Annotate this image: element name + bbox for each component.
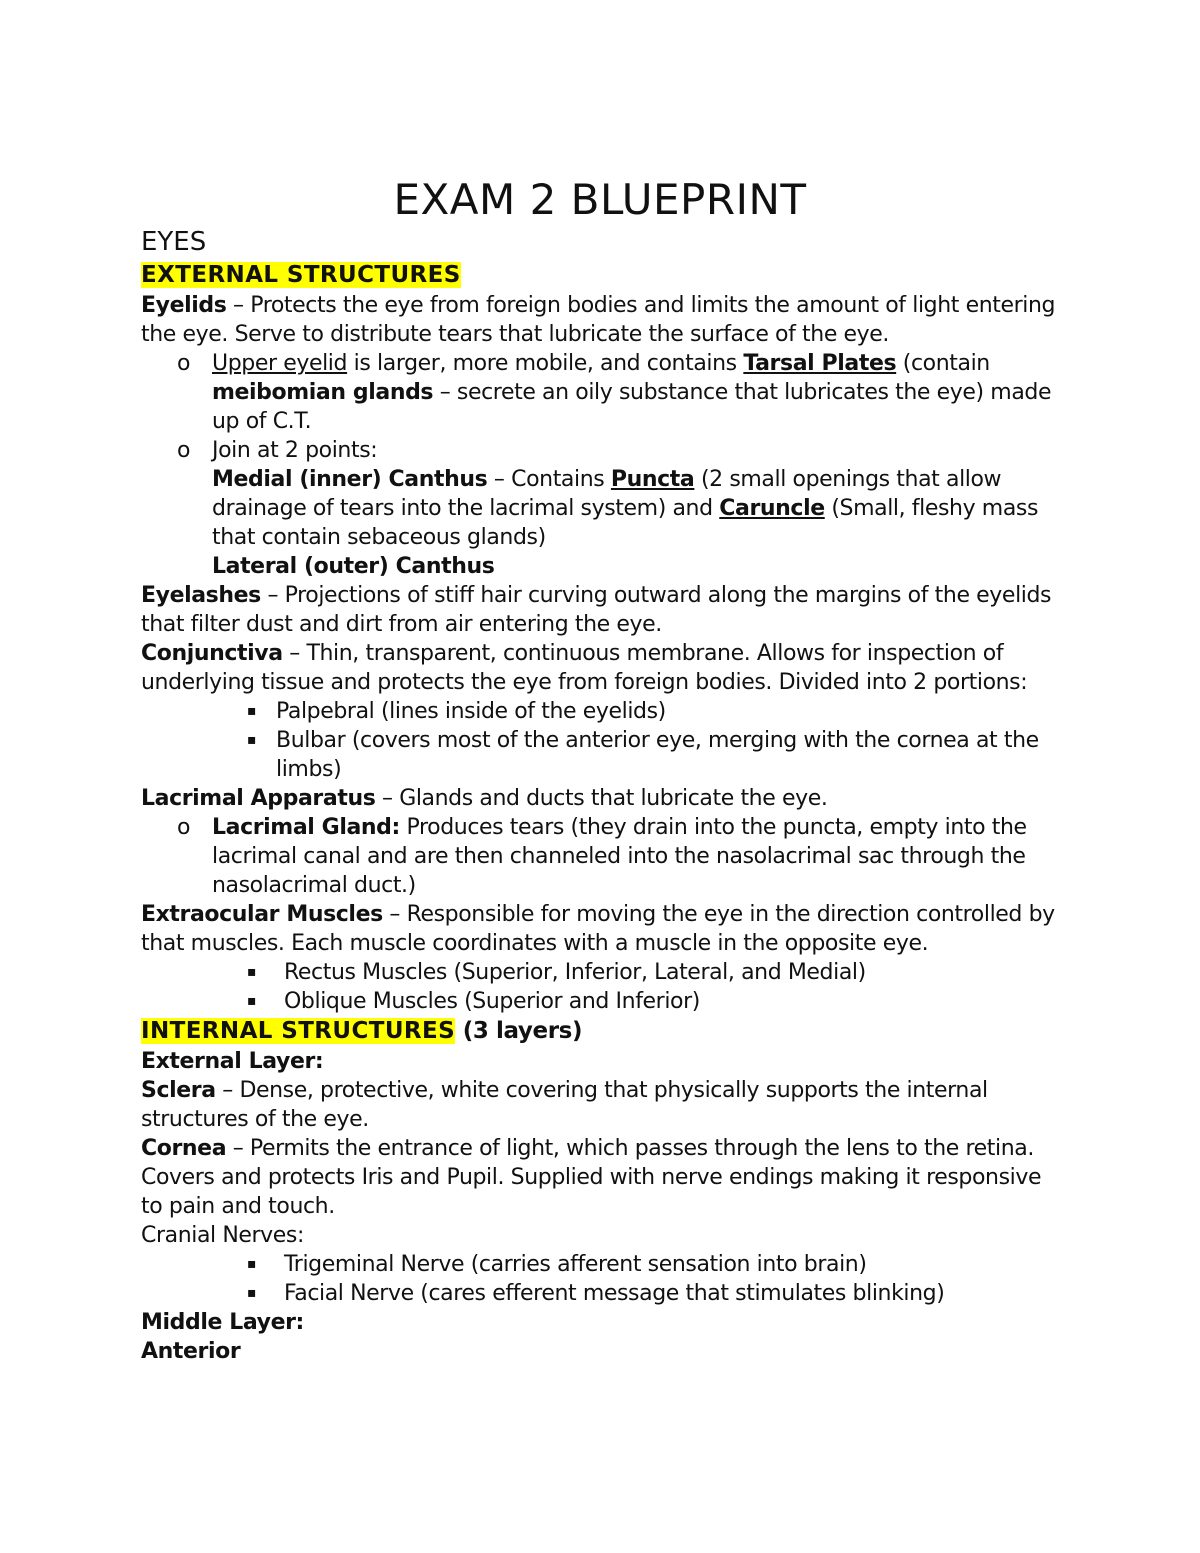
list-item-upper-eyelid [141, 349, 1061, 436]
highlighted-heading: INTERNAL STRUCTURES [141, 1018, 456, 1044]
bullet-square: ▪ [247, 1285, 257, 1301]
section-heading-eyes: EYES [141, 227, 207, 257]
desc-extraocular-muscles: – Responsible for moving the eye in the direction controlled by that muscles. Each muscle coordinates with a muscle in the opposite eye. [141, 902, 1055, 956]
text-rectus: Rectus Muscles (Superior, Inferior, Lateral, and Medial) [284, 960, 866, 985]
text-bulbar: Bulbar (covers most of the anterior eye, merging with the cornea at the limbs) [276, 728, 1039, 782]
paragraph-eyelids [141, 291, 1061, 349]
list-item-facial [141, 1279, 1061, 1308]
highlighted-heading: EXTERNAL STRUCTURES [141, 262, 461, 288]
bullet-o: o [177, 351, 191, 376]
desc-lacrimal-gland: Produces tears (they drain into the puncta, empty into the lacrimal canal and are then channeled into the nasolacrimal sac through the nasolacrimal duct.) [212, 815, 1027, 898]
list-item-lacrimal-gland [141, 813, 1061, 900]
list-item-bulbar [141, 726, 1061, 784]
label-cranial-nerves: Cranial Nerves: [141, 1223, 304, 1248]
text-medial-1: – Contains [487, 467, 611, 492]
list-item-palpebral [141, 697, 1061, 726]
paragraph-lacrimal-apparatus [141, 784, 1061, 813]
term-eyelids: Eyelids [141, 293, 227, 318]
text-trigeminal: Trigeminal Nerve (carries afferent sensation into brain) [284, 1252, 867, 1277]
text-oblique: Oblique Muscles (Superior and Inferior) [284, 989, 700, 1014]
list-item-oblique [141, 987, 1061, 1016]
paragraph-eyelashes [141, 581, 1061, 639]
term-upper-eyelid: Upper eyelid [212, 351, 348, 376]
list-item-join [141, 436, 1061, 581]
desc-lacrimal-apparatus: – Glands and ducts that lubricate the eye. [375, 786, 828, 811]
paragraph-cornea [141, 1134, 1061, 1221]
desc-eyelids: – Protects the eye from foreign bodies and limits the amount of light entering the eye. Serve to distribute tears that lubricate the surface of the eye. [141, 293, 1056, 347]
bullet-square: ▪ [247, 993, 257, 1009]
text-facial: Facial Nerve (cares efferent message that stimulates blinking) [284, 1281, 945, 1306]
bullet-square: ▪ [247, 964, 257, 980]
text-upper-3: – secrete an oily substance that lubricates the eye) made up of C.T. [212, 380, 1052, 434]
bullet-o: o [177, 815, 191, 840]
paragraph-conjunctiva [141, 639, 1061, 697]
desc-cornea: – Permits the entrance of light, which passes through the lens to the retina. Covers and protects Iris and Pupil. Supplied with nerve endings making it responsive to pain and touch. [141, 1136, 1042, 1219]
bullet-square: ▪ [247, 703, 257, 719]
subheading-external-layer: External Layer: [141, 1049, 324, 1074]
paragraph-sclera [141, 1076, 1061, 1134]
join-text: Join at 2 points: [212, 438, 378, 463]
text-upper-2: (contain [896, 351, 990, 376]
term-tarsal-plates: Tarsal Plates [743, 351, 897, 376]
term-meibomian-glands: meibomian glands [212, 380, 434, 405]
text-medial-2: (2 small openings that allow drainage of tears into the lacrimal system) and [212, 467, 1002, 521]
medial-canthus [212, 465, 1061, 552]
bullet-o: o [177, 438, 191, 463]
term-conjunctiva: Conjunctiva [141, 641, 283, 666]
heading-external-structures [141, 260, 1061, 291]
list-item-rectus [141, 958, 1061, 987]
term-sclera: Sclera [141, 1078, 216, 1103]
layers-note: (3 layers) [455, 1018, 583, 1044]
term-medial-canthus: Medial (inner) Canthus [212, 467, 488, 492]
page-title: EXAM 2 BLUEPRINT [393, 175, 807, 225]
heading-internal-structures [141, 1016, 1061, 1047]
list-item-trigeminal [141, 1250, 1061, 1279]
term-lateral-canthus: Lateral (outer) Canthus [212, 554, 495, 579]
document-body [141, 224, 1061, 1366]
term-cornea: Cornea [141, 1136, 227, 1161]
paragraph-extraocular-muscles [141, 900, 1061, 958]
term-caruncle: Caruncle [719, 496, 825, 521]
desc-conjunctiva: – Thin, transparent, continuous membrane. Allows for inspection of underlying tissue and protects the eye from foreign bodies. Divided into 2 portions: [141, 641, 1028, 695]
desc-eyelashes: – Projections of stiff hair curving outward along the margins of the eyelids that filter dust and dirt from air entering the eye. [141, 583, 1052, 637]
term-lacrimal-apparatus: Lacrimal Apparatus [141, 786, 376, 811]
subheading-middle-layer: Middle Layer: [141, 1310, 304, 1335]
term-extraocular-muscles: Extraocular Muscles [141, 902, 383, 927]
term-eyelashes: Eyelashes [141, 583, 261, 608]
text-upper-1: is larger, more mobile, and contains [347, 351, 744, 376]
text-medial-3: (Small, fleshy mass that contain sebaceous glands) [212, 496, 1039, 550]
desc-sclera: – Dense, protective, white covering that physically supports the internal structures of the eye. [141, 1078, 988, 1132]
bullet-square: ▪ [247, 732, 257, 748]
term-puncta: Puncta [610, 467, 695, 492]
term-lacrimal-gland: Lacrimal Gland: [212, 815, 400, 840]
subheading-anterior: Anterior [141, 1339, 241, 1364]
bullet-square: ▪ [247, 1256, 257, 1272]
text-palpebral: Palpebral (lines inside of the eyelids) [276, 699, 666, 724]
